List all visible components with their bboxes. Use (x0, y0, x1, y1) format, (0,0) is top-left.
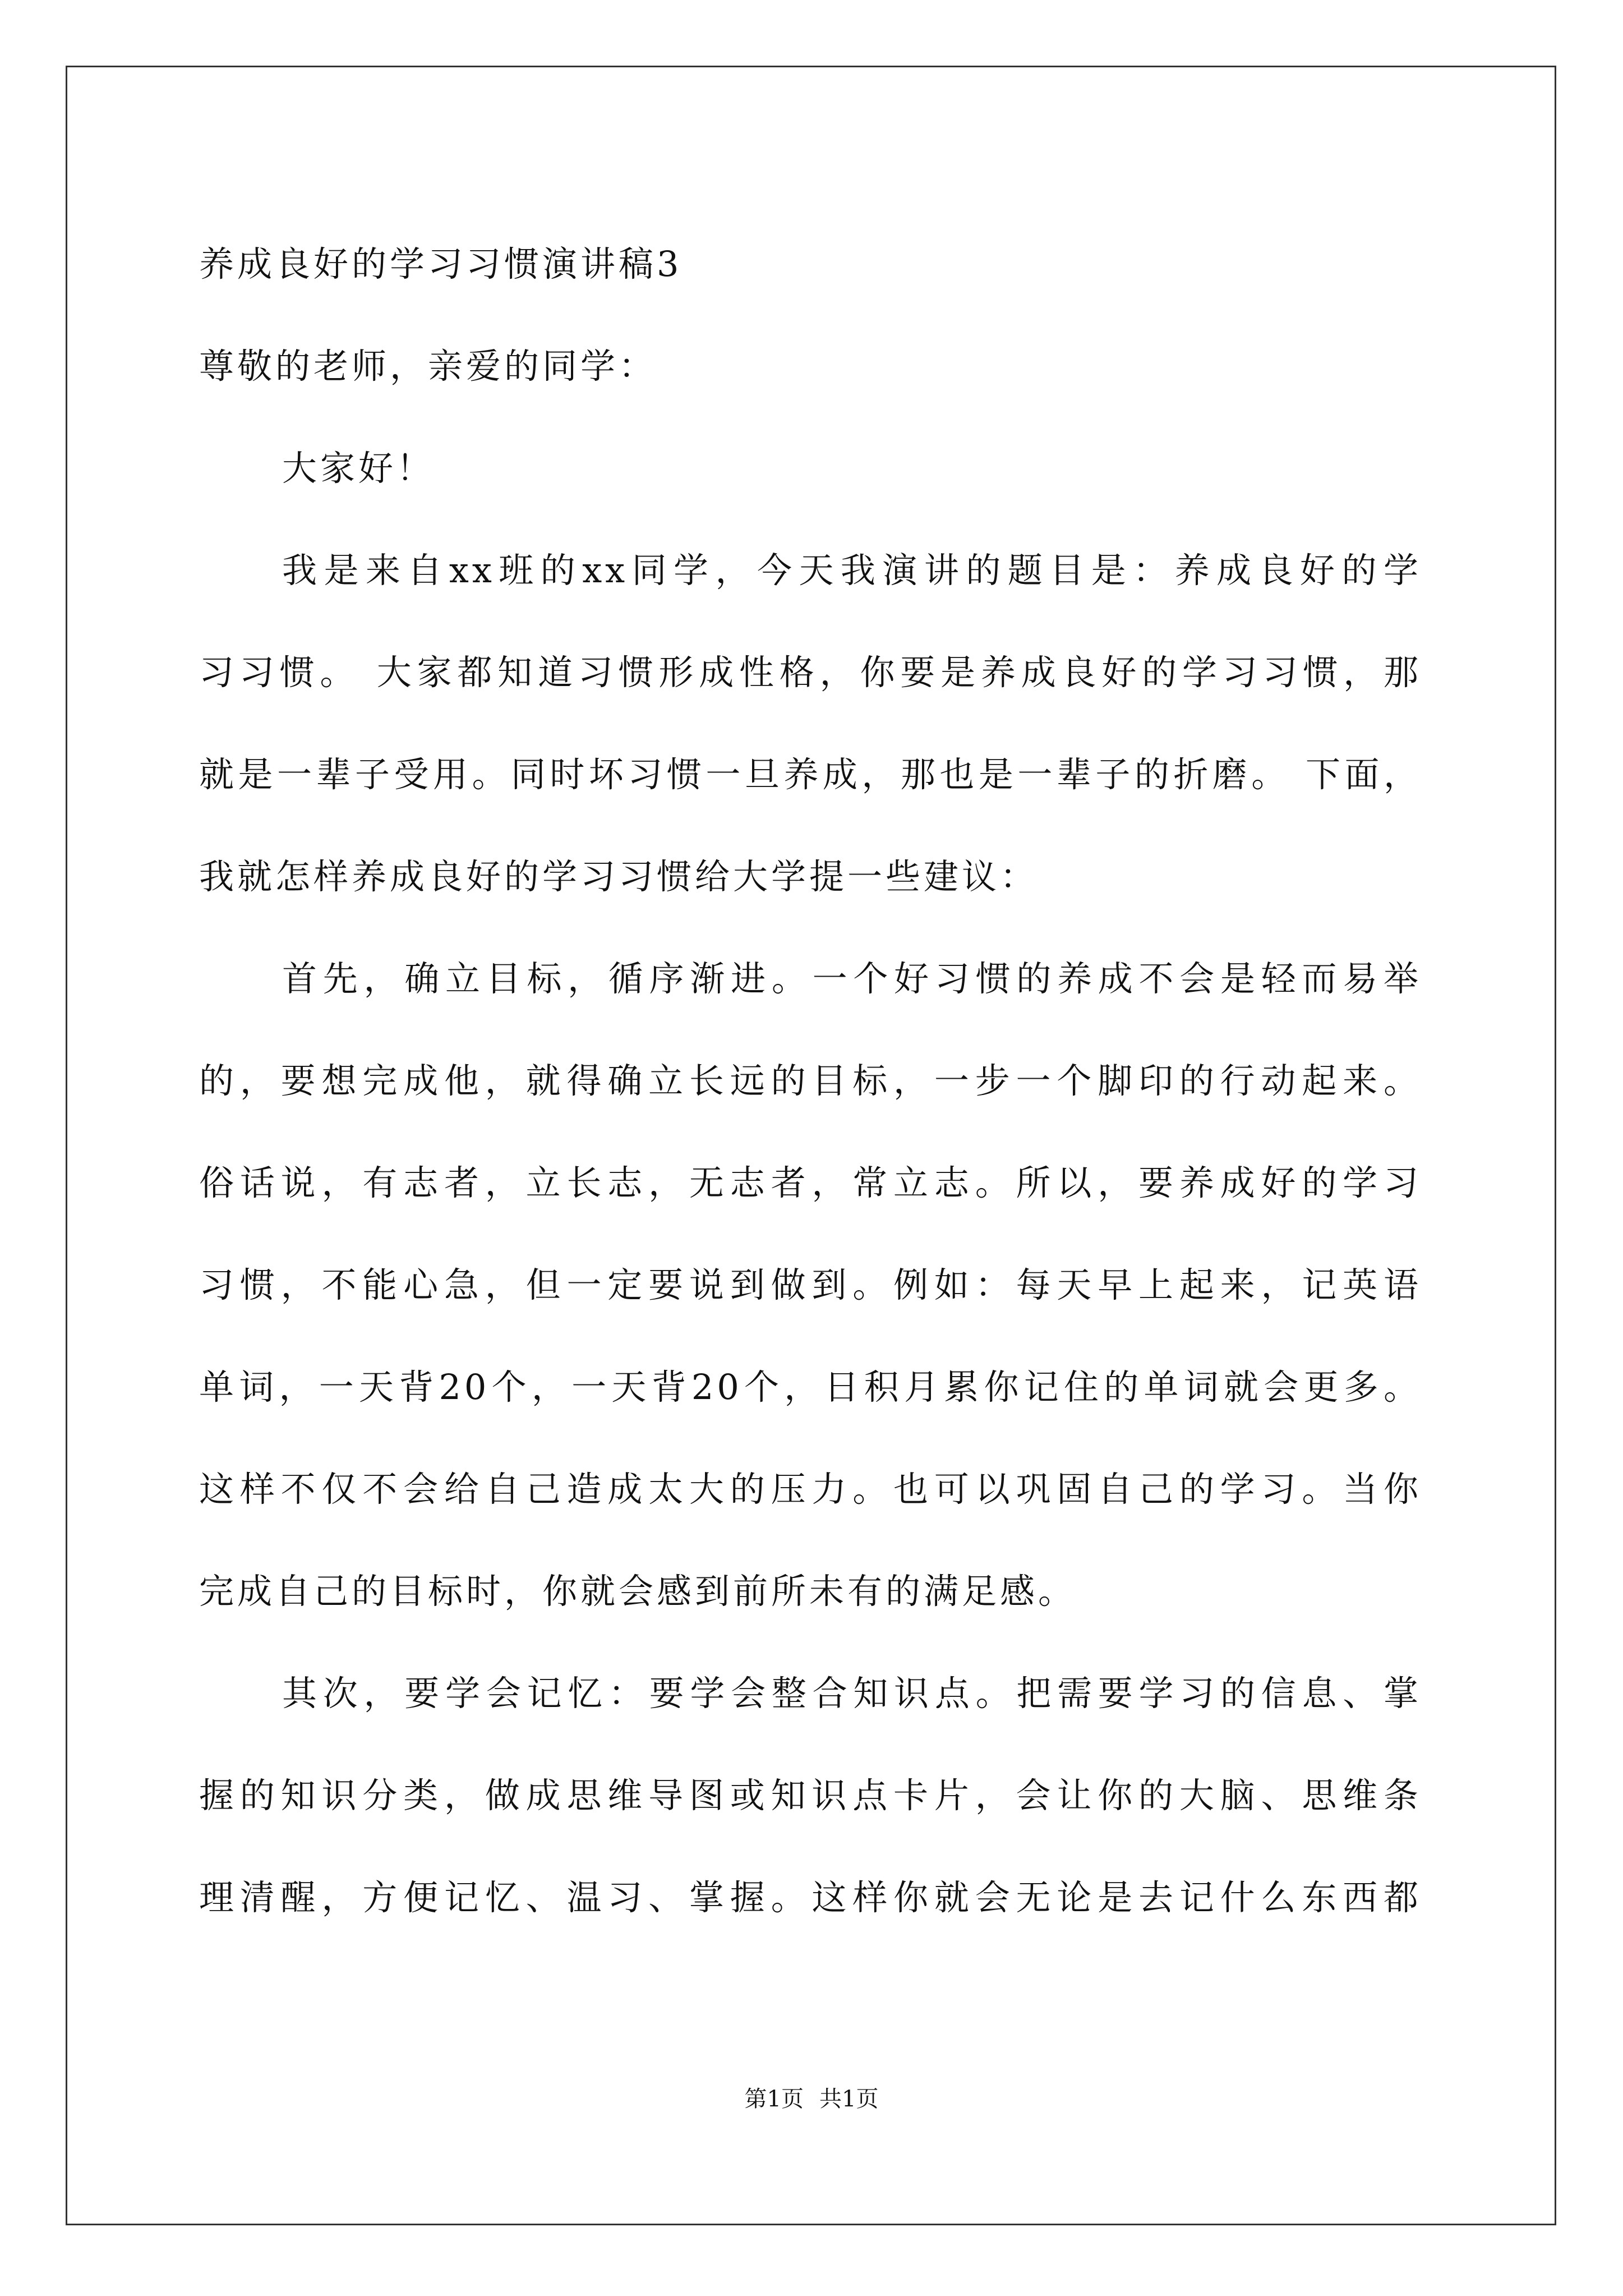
paragraph-line: 理清醒，方便记忆、温习、掌握。这样你就会无论是去记什么东西都 (199, 1877, 1422, 1918)
paragraph-line: 握的知识分类，做成思维导图或知识点卡片，会让你的大脑、思维条 (199, 1775, 1422, 1816)
paragraph-line: 我就怎样养成良好的学习习惯给大学提一些建议： (199, 856, 1039, 897)
paragraph-line: 俗话说，有志者，立长志，无志者，常立志。所以，要养成好的学习 (199, 1162, 1422, 1203)
paragraph-line: 首先，确立目标，循序渐进。一个好习惯的养成不会是轻而易举 (282, 958, 1422, 999)
page-count: 共1页 (819, 2086, 879, 2112)
page-number: 第1页 (744, 2086, 804, 2112)
paragraph-line: 习惯，不能心急，但一定要说到做到。例如：每天早上起来，记英语 (199, 1264, 1422, 1305)
salutation: 尊敬的老师，亲爱的同学： (199, 346, 657, 386)
paragraph-line: 单词，一天背20个，一天背20个，日积月累你记住的单词就会更多。 (199, 1366, 1422, 1407)
paragraph-line: 完成自己的目标时，你就会感到前所未有的满足感。 (199, 1571, 1077, 1612)
paragraph-line: 习习惯。 大家都知道习惯形成性格，你要是养成良好的学习习惯，那 (199, 652, 1422, 693)
page-footer (0, 2081, 1623, 2113)
paragraph-line: 这样不仅不会给自己造成太大的压力。也可以巩固自己的学习。当你 (199, 1469, 1422, 1510)
paragraph-line: 我是来自xx班的xx同学，今天我演讲的题目是：养成良好的学 (282, 550, 1422, 591)
paragraph-line: 的，要想完成他，就得确立长远的目标，一步一个脚印的行动起来。 (199, 1060, 1422, 1101)
paragraph-line: 其次，要学会记忆：要学会整合知识点。把需要学习的信息、掌 (282, 1673, 1422, 1714)
greeting: 大家好！ (282, 448, 435, 489)
document-title: 养成良好的学习习惯演讲稿3 (199, 243, 683, 284)
paragraph-line: 就是一辈子受用。同时坏习惯一旦养成，那也是一辈子的折磨。 下面， (199, 754, 1422, 795)
document-body (199, 213, 1422, 1949)
